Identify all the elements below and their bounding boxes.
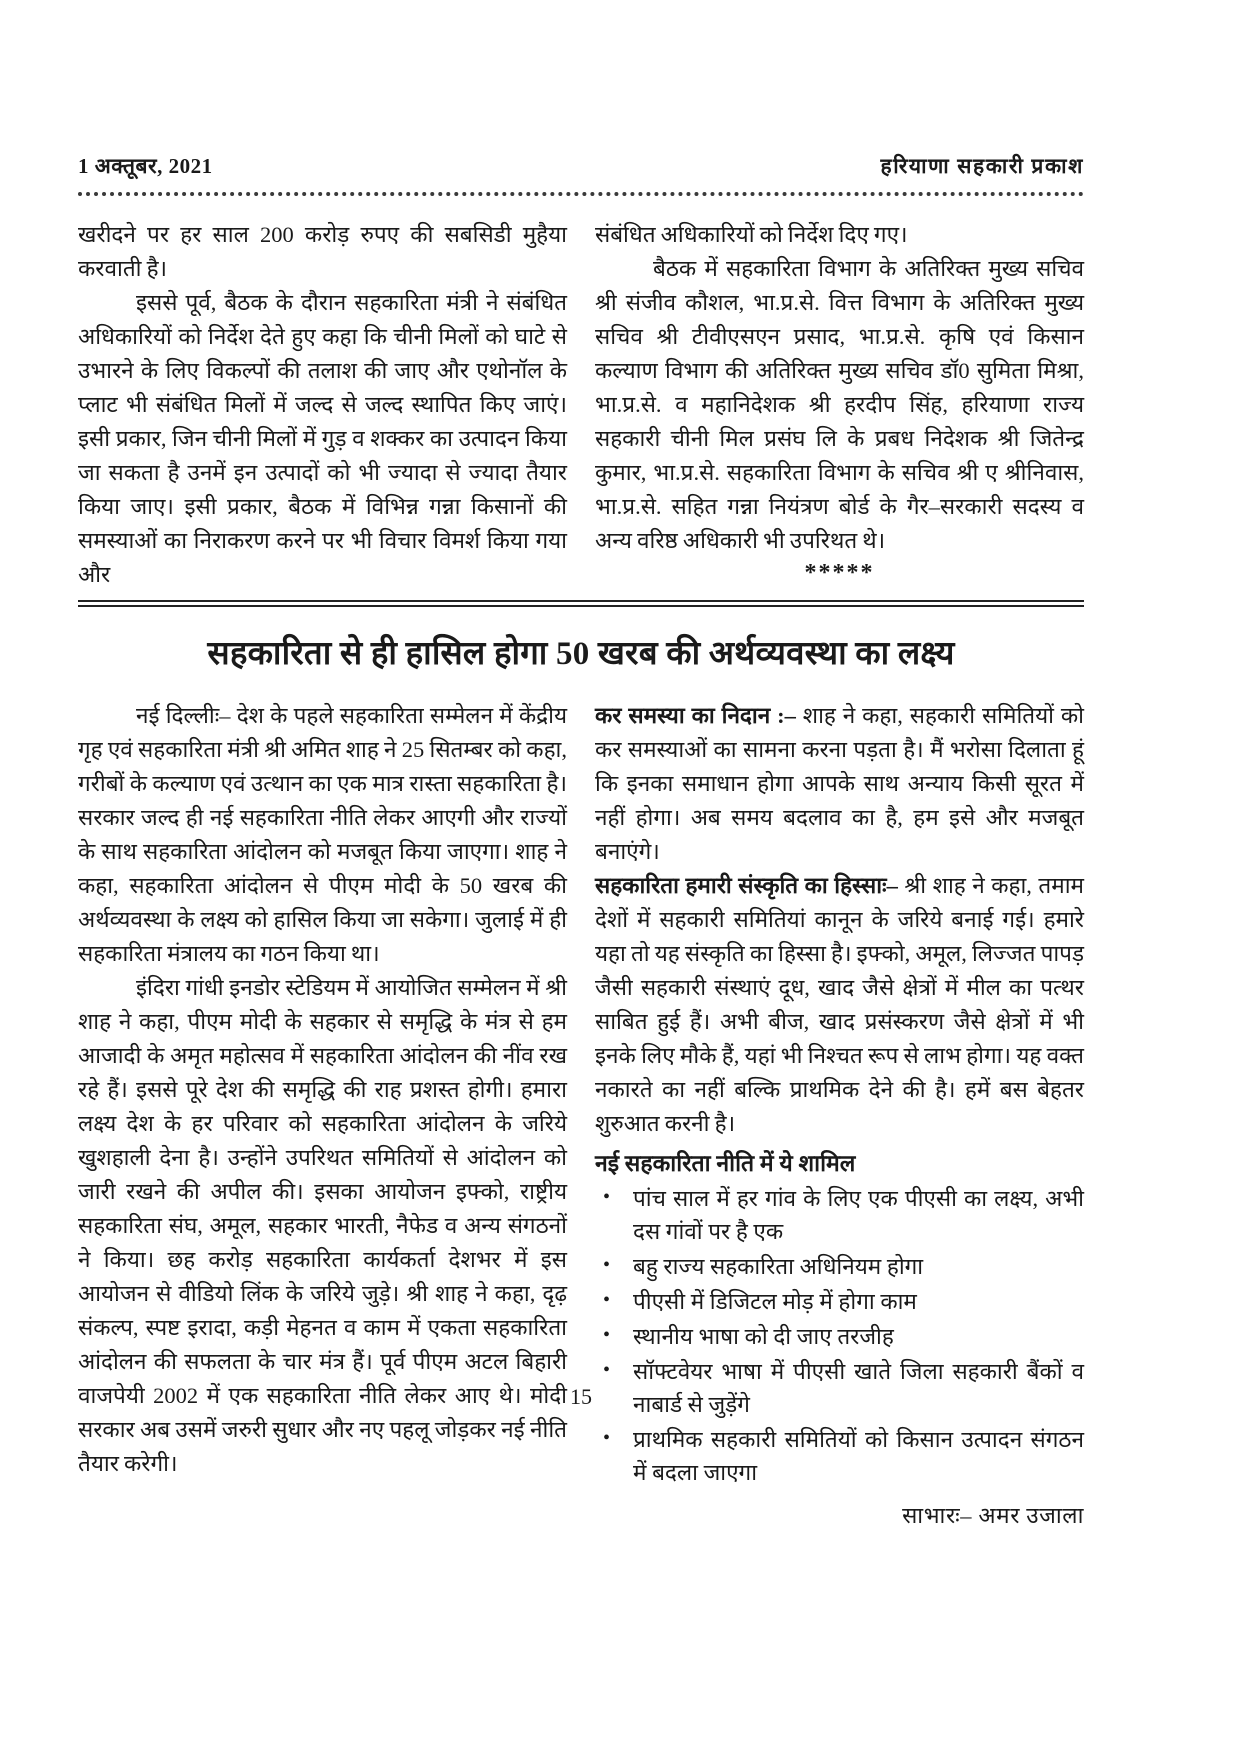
list-item: • स्थानीय भाषा को दी जाए तरजीह xyxy=(629,1320,1084,1353)
policy-list xyxy=(595,1182,1084,1489)
paragraph: खरीदने पर हर साल 200 करोड़ रुपए की सबसिडी मुहैया करवाती है। xyxy=(78,222,567,281)
subheading-tax-issue: कर समस्या का निदान :– xyxy=(595,703,796,728)
list-item: • प्राथमिक सहकारी समितियों को किसान उत्पादन संगठन में बदला जाएगा xyxy=(629,1423,1084,1489)
paragraph-text: शाह ने कहा, सहकारी समितियों को कर समस्याओं का सामना करना पड़ता है। मैं भरोसा दिलाता हूं कि इनका समाधान होगा आपके साथ अन्याय किसी सूरत में नहीं होगा। अब समय बदलाव का है, हम इसे और मजबूत बनाएंगे। xyxy=(595,703,1084,864)
continued-article-left-column xyxy=(78,218,567,592)
source-credit: साभारः– अमर उजाला xyxy=(902,1503,1084,1528)
article-headline: सहकारिता से ही हासिल होगा 50 खरब की अर्थव्यवस्था का लक्ष्य xyxy=(207,636,955,672)
paragraph: बैठक में सहकारिता विभाग के अतिरिक्त मुख्य सचिव श्री संजीव कौशल, भा.प्र.से. वित्त विभाग के अतिरिक्त मुख्य सचिव श्री टीवीएसएन प्रसाद, भा.प्र.से. कृषि एवं किसान कल्याण विभाग की अतिरिक्त मुख्य सचिव डॉ0 सुमिता मिश्रा, भा.प्र.से. व महानिदेशक श्री हरदीप सिंह, हरियाणा राज्य सहकारी चीनी मिल प्रसंघ लि के प्रबध निदेशक श्री जितेन्द्र कुमार, भा.प्र.से. सहकारिता विभाग के सचिव श्री ए श्रीनिवास, भा.प्र.से. सहित गन्ना नियंत्रण बोर्ड के गैर–सरकारी सदस्य व अन्य वरिष्ठ अधिकारी भी उपरिथत थे। xyxy=(595,256,1084,553)
list-item: • पीएसी में डिजिटल मोड़ में होगा काम xyxy=(629,1285,1084,1318)
publication-title: हरियाणा सहकारी प्रकाश xyxy=(880,154,1084,178)
running-head xyxy=(78,152,1084,180)
paragraph: इससे पूर्व, बैठक के दौरान सहकारिता मंत्री ने संबंधित अधिकारियों को निर्देश देते हुए कहा कि चीनी मिलों को घाटे से उभारने के लिए विकल्पों की तलाश की जाए और एथोनॉल के प्लाट भी संबंधित मिलों में जल्द से जल्द स्थापित किए जाएं। इसी प्रकार, जिन चीनी मिलों में गुड़ व शक्कर का उत्पादन किया जा सकता है उनमें इन उत्पादों को भी ज्यादा से ज्यादा तैयार किया जाए। इसी प्रकार, बैठक में विभिन्न गन्ना किसानों की समस्याओं का निराकरण करने पर भी विचार विमर्श किया गया और xyxy=(78,290,567,587)
paragraph: इंदिरा गांधी इनडोर स्टेडियम में आयोजित सम्मेलन में श्री शाह ने कहा, पीएम मोदी के सहकार से समृद्धि के मंत्र से हम आजादी के अमृत महोत्सव में सहकारिता आंदोलन की नींव रख रहे हैं। इससे पूरे देश की समृद्धि की राह प्रशस्त होगी। हमारा लक्ष्य देश के हर परिवार को सहकारिता आंदोलन के जरिये खुशहाली देना है। उन्होंने उपरिथत समितियों से आंदोलन को जारी रखने की अपील की। इसका आयोजन इफ्को, राष्ट्रीय सहकारिता संघ, अमूल, सहकार भारती, नैफेड व अन्य संगठनों ने किया। छह करोड़ सहकारिता कार्यकर्ता देशभर में इस आयोजन से वीडियो लिंक के जरिये जुड़े। श्री शाह ने कहा, दृढ़ संकल्प, स्पष्ट इरादा, कड़ी मेहनत व काम में एकता सहकारिता आंदोलन की सफलता के चार मंत्र हैं। पूर्व पीएम अटल बिहारी वाजपेयी 2002 में एक सहकारिता नीति लेकर आए थे। मोदी सरकार अब उसमें जरुरी सुधार और नए पहलू जोड़कर नई नीति तैयार करेगी। xyxy=(78,975,567,1476)
list-item: • सॉफ्टवेयर भाषा में पीएसी खाते जिला सहकारी बैंकों व नाबार्ड से जुड़ेंगे xyxy=(629,1355,1084,1421)
page-number: 15 xyxy=(570,1384,592,1409)
paragraph-text: श्री शाह ने कहा, तमाम देशों में सहकारी समितियां कानून के जरिये बनाई गई। हमारे यहा तो यह संस्कृति का हिस्सा है। इफ्को, अमूल, लिज्जत पापड़ जैसी सहकारी संस्थाएं दूध, खाद जैसे क्षेत्रों में मील का पत्थर साबित हुई हैं। अभी बीज, खाद प्रसंस्करण जैसे क्षेत्रों में भी इनके लिए मौके हैं, यहां भी निश्चत रूप से लाभ होगा। यह वक्त नकारते का नहीं बल्कि प्राथमिक देने की है। हमें बस बेहतर शुरुआत करनी है। xyxy=(595,873,1084,1136)
subheading-culture: सहकारिता हमारी संस्कृति का हिस्साः– xyxy=(595,873,898,898)
article-separator-rule xyxy=(78,600,1084,607)
paragraph-culture xyxy=(595,869,1084,1141)
continued-article xyxy=(78,218,1084,592)
list-item: • बहु राज्य सहकारिता अधिनियम होगा xyxy=(629,1250,1084,1283)
continued-article-right-column xyxy=(595,218,1084,592)
page-container xyxy=(78,0,1084,1754)
header-dotted-rule xyxy=(78,187,1084,196)
paragraph: संबंधित अधिकारियों को निर्देश दिए गए। xyxy=(595,222,908,247)
paragraph: नई दिल्लीः– देश के पहले सहकारिता सम्मेलन में केंद्रीय गृह एवं सहकारिता मंत्री श्री अमित शाह ने 25 सितम्बर को कहा, गरीबों के कल्याण एवं उत्थान का एक मात्र रास्ता सहकारिता है। सरकार जल्द ही नई सहकारिता नीति लेकर आएगी और राज्यों के साथ सहकारिता आंदोलन को मजबूत किया जाएगा। शाह ने कहा, सहकारिता आंदोलन से पीएम मोदी के 50 खरब की अर्थव्यवस्था के लक्ष्य को हासिल किया जा सकेगा। जुलाई में ही सहकारिता मंत्रालय का गठन किया था। xyxy=(78,703,567,966)
list-item: • पांच साल में हर गांव के लिए एक पीएसी का लक्ष्य, अभी दस गांवों पर है एक xyxy=(629,1182,1084,1248)
policy-list-heading: नई सहकारिता नीति में ये शामिल xyxy=(595,1151,856,1176)
section-end-mark: ***** xyxy=(804,560,875,586)
paragraph-tax-issue xyxy=(595,699,1084,869)
issue-date: 1 अक्तूबर, 2021 xyxy=(78,154,213,178)
